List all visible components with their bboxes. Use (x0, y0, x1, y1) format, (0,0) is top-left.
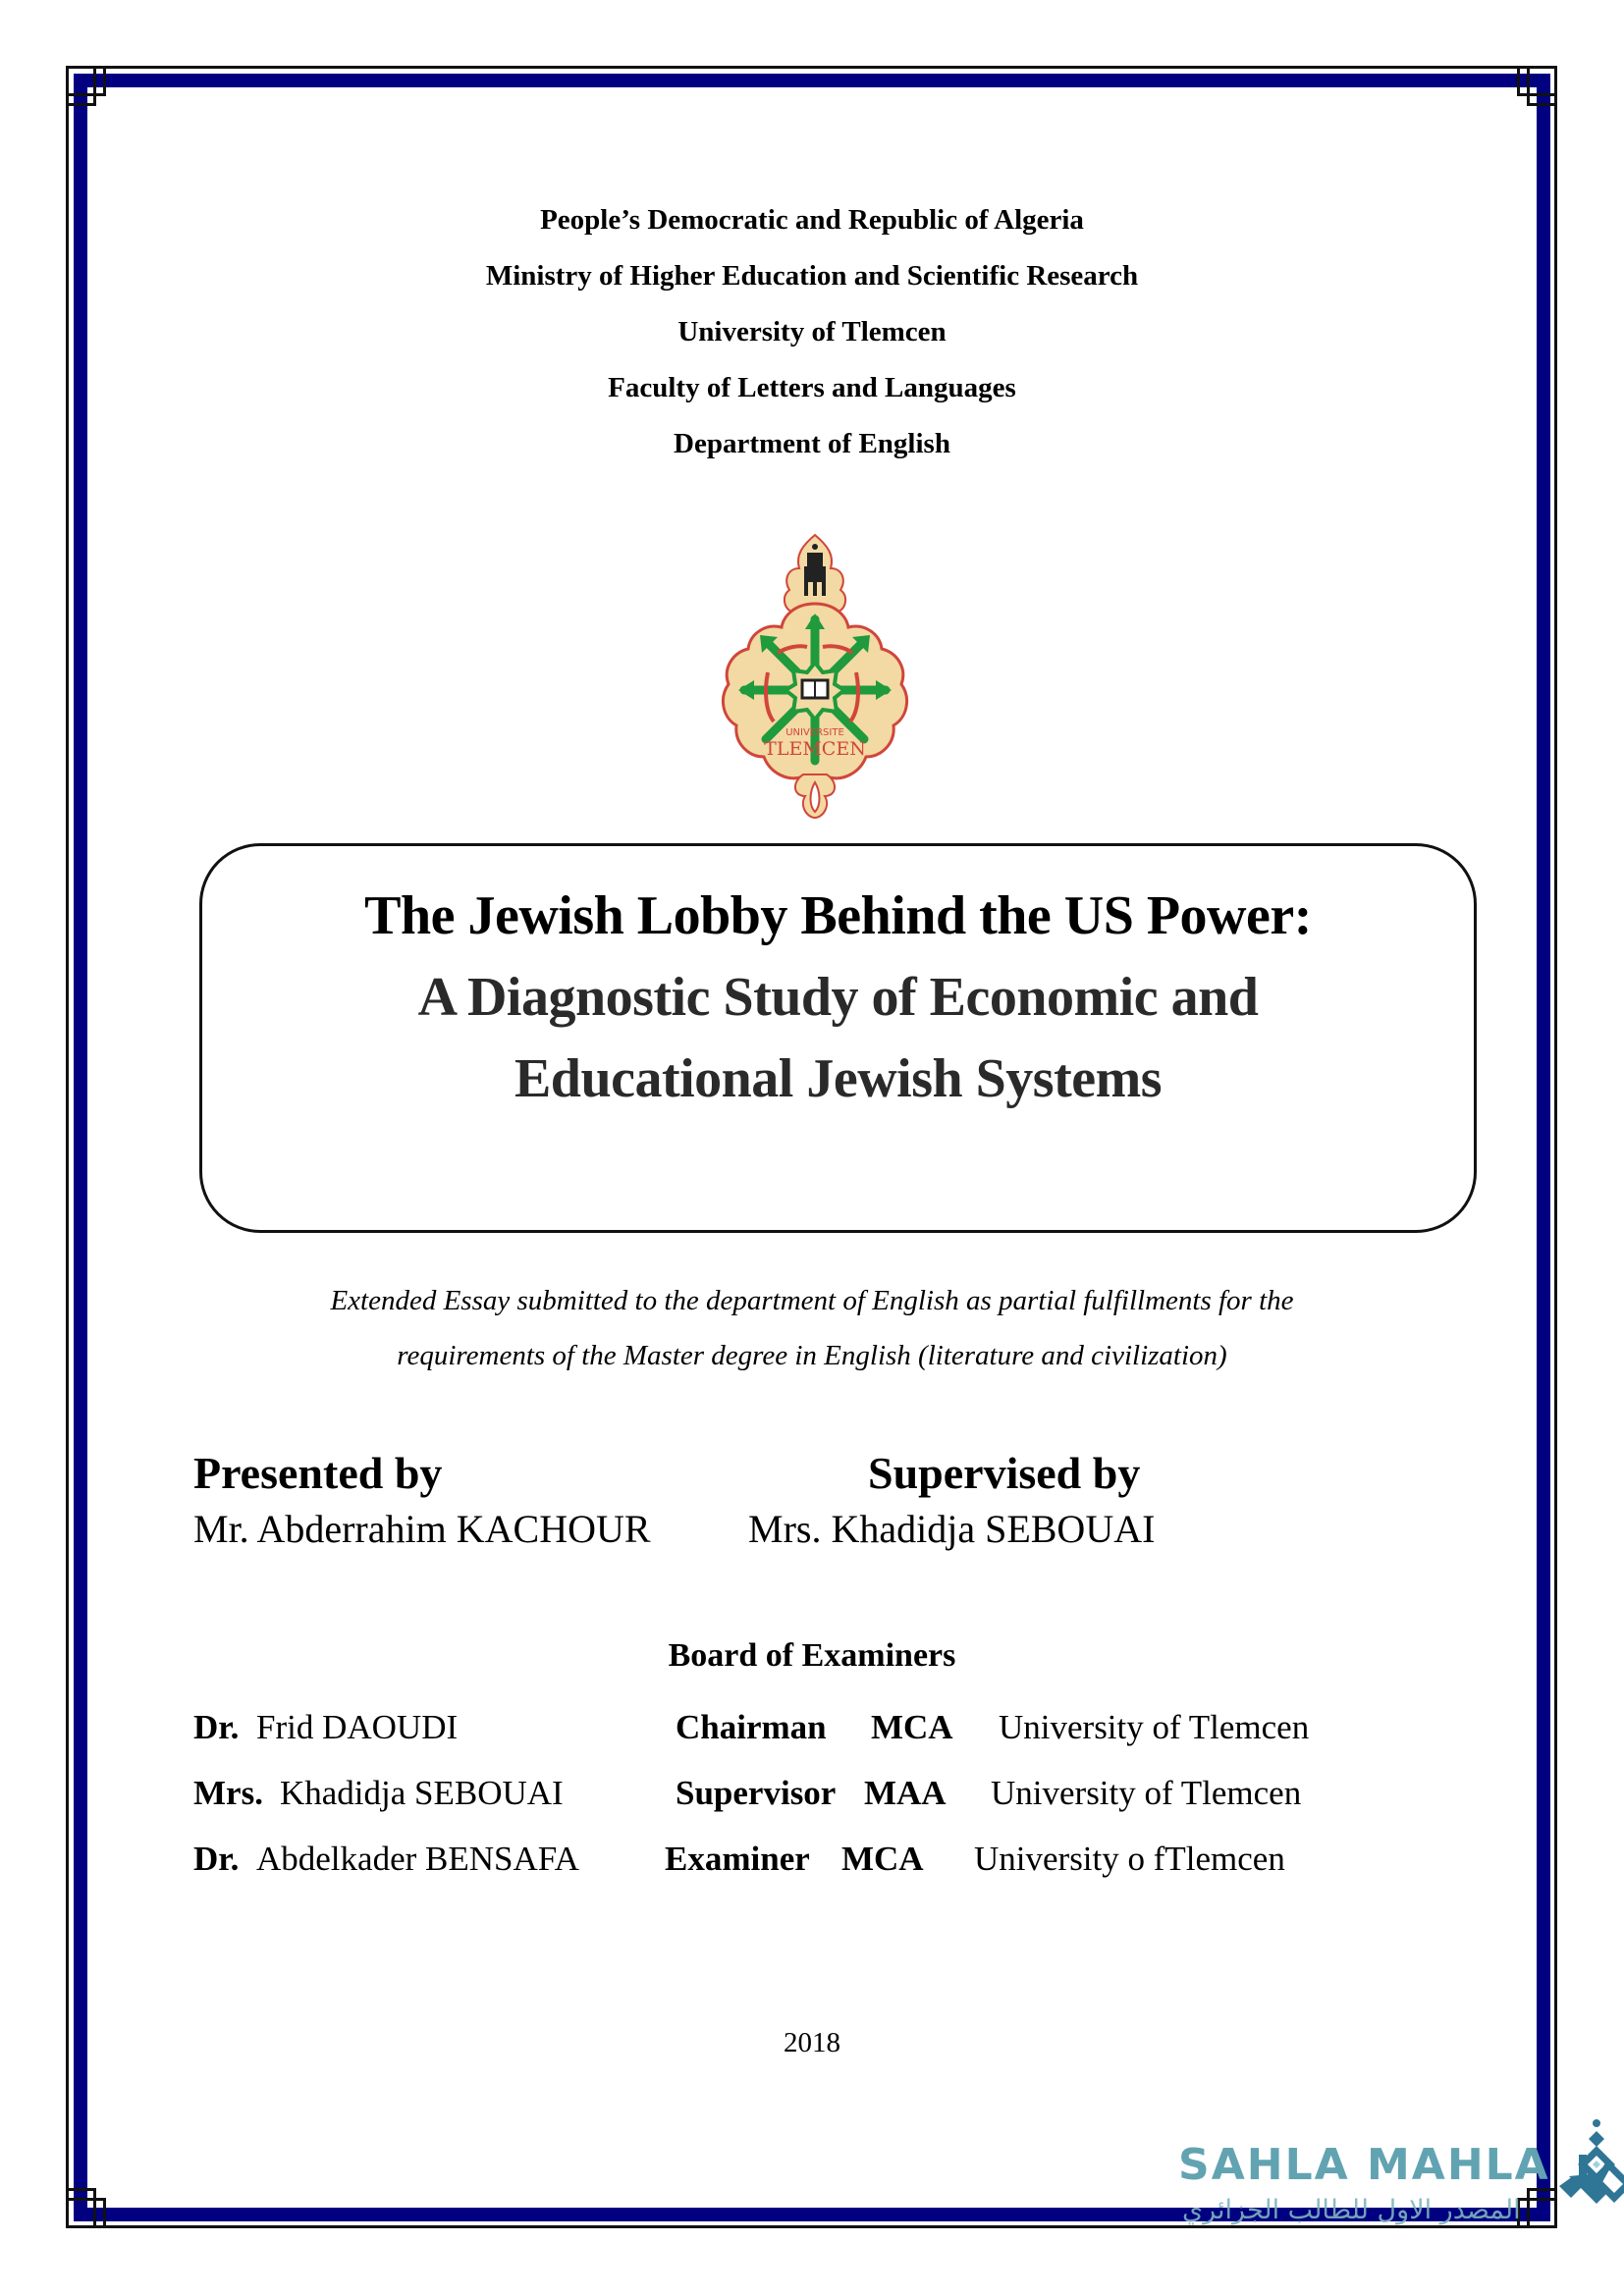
corner-notch-top-left-a (66, 96, 96, 106)
examiner-title: Dr. (193, 1840, 240, 1878)
institution-header (0, 192, 1624, 472)
submission-year: 2018 (784, 2027, 840, 2058)
examiner-name: Abdelkader BENSAFA (256, 1840, 579, 1878)
svg-text:TLEMCEN: TLEMCEN (764, 738, 866, 760)
examiner-title: Dr. (193, 1708, 240, 1746)
corner-notch-top-right-b (1527, 96, 1557, 106)
corner-notch-bottom-left-a (66, 2188, 96, 2198)
thesis-title-line-2: A Diagnostic Study of Economic and (417, 967, 1259, 1028)
examiner-name: Frid DAOUDI (256, 1708, 459, 1746)
examiner-institution: University o fTlemcen (974, 1840, 1285, 1878)
examiner-grade: MCA (841, 1840, 924, 1878)
supervisor-name: Mrs. Khadidja SEBOUAI (748, 1507, 1156, 1551)
sahla-mahla-logo-icon (1549, 2115, 1624, 2218)
thesis-title-line-3: Educational Jewish Systems (514, 1048, 1163, 1109)
examiner-name: Khadidja SEBOUAI (280, 1774, 564, 1812)
svg-text:UNIVERSITE: UNIVERSITE (785, 727, 844, 738)
examiner-role: Examiner (665, 1840, 810, 1878)
examiner-title: Mrs. (193, 1774, 263, 1812)
header-department: Department of English (674, 428, 950, 459)
board-of-examiners-heading: Board of Examiners (668, 1637, 956, 1674)
corner-notch-top-left-b (96, 66, 106, 96)
thesis-title-box (199, 843, 1477, 1233)
corner-ornament-bottom-left (66, 2198, 96, 2228)
thesis-title-line-1: The Jewish Lobby Behind the US Power: (364, 885, 1312, 946)
corner-notch-top-right-a (1517, 66, 1527, 96)
sahla-mahla-watermark-text: SAHLA MAHLA (1178, 2140, 1550, 2190)
student-name: Mr. Abderrahim KACHOUR (193, 1507, 651, 1551)
header-faculty: Faculty of Letters and Languages (608, 372, 1016, 403)
presented-by-heading: Presented by (193, 1448, 443, 1498)
corner-ornament-top-right (1527, 66, 1557, 96)
corner-ornament-top-left (66, 66, 96, 96)
header-university: University of Tlemcen (677, 316, 947, 347)
examiner-institution: University of Tlemcen (999, 1708, 1310, 1746)
essay-description-line-2: requirements of the Master degree in English (literature and civilization) (397, 1340, 1227, 1371)
header-ministry: Ministry of Higher Education and Scientific Research (485, 260, 1139, 292)
supervised-by-heading: Supervised by (868, 1448, 1141, 1498)
header-country: People’s Democratic and Republic of Algeria (540, 204, 1084, 236)
sahla-mahla-watermark-tagline: المصدر الاول للطالب الجزائري (1182, 2195, 1521, 2225)
essay-description (0, 1273, 1624, 1383)
examiner-institution: University of Tlemcen (991, 1774, 1302, 1812)
university-of-tlemcen-emblem-icon (709, 525, 921, 820)
examiner-role: Supervisor (676, 1774, 837, 1812)
examiner-grade: MAA (864, 1774, 947, 1812)
examiner-grade: MCA (871, 1708, 953, 1746)
corner-notch-bottom-left-b (96, 2198, 106, 2228)
examiner-role: Chairman (676, 1708, 827, 1746)
essay-description-line-1: Extended Essay submitted to the department of English as partial fulfillments for the (330, 1285, 1294, 1316)
